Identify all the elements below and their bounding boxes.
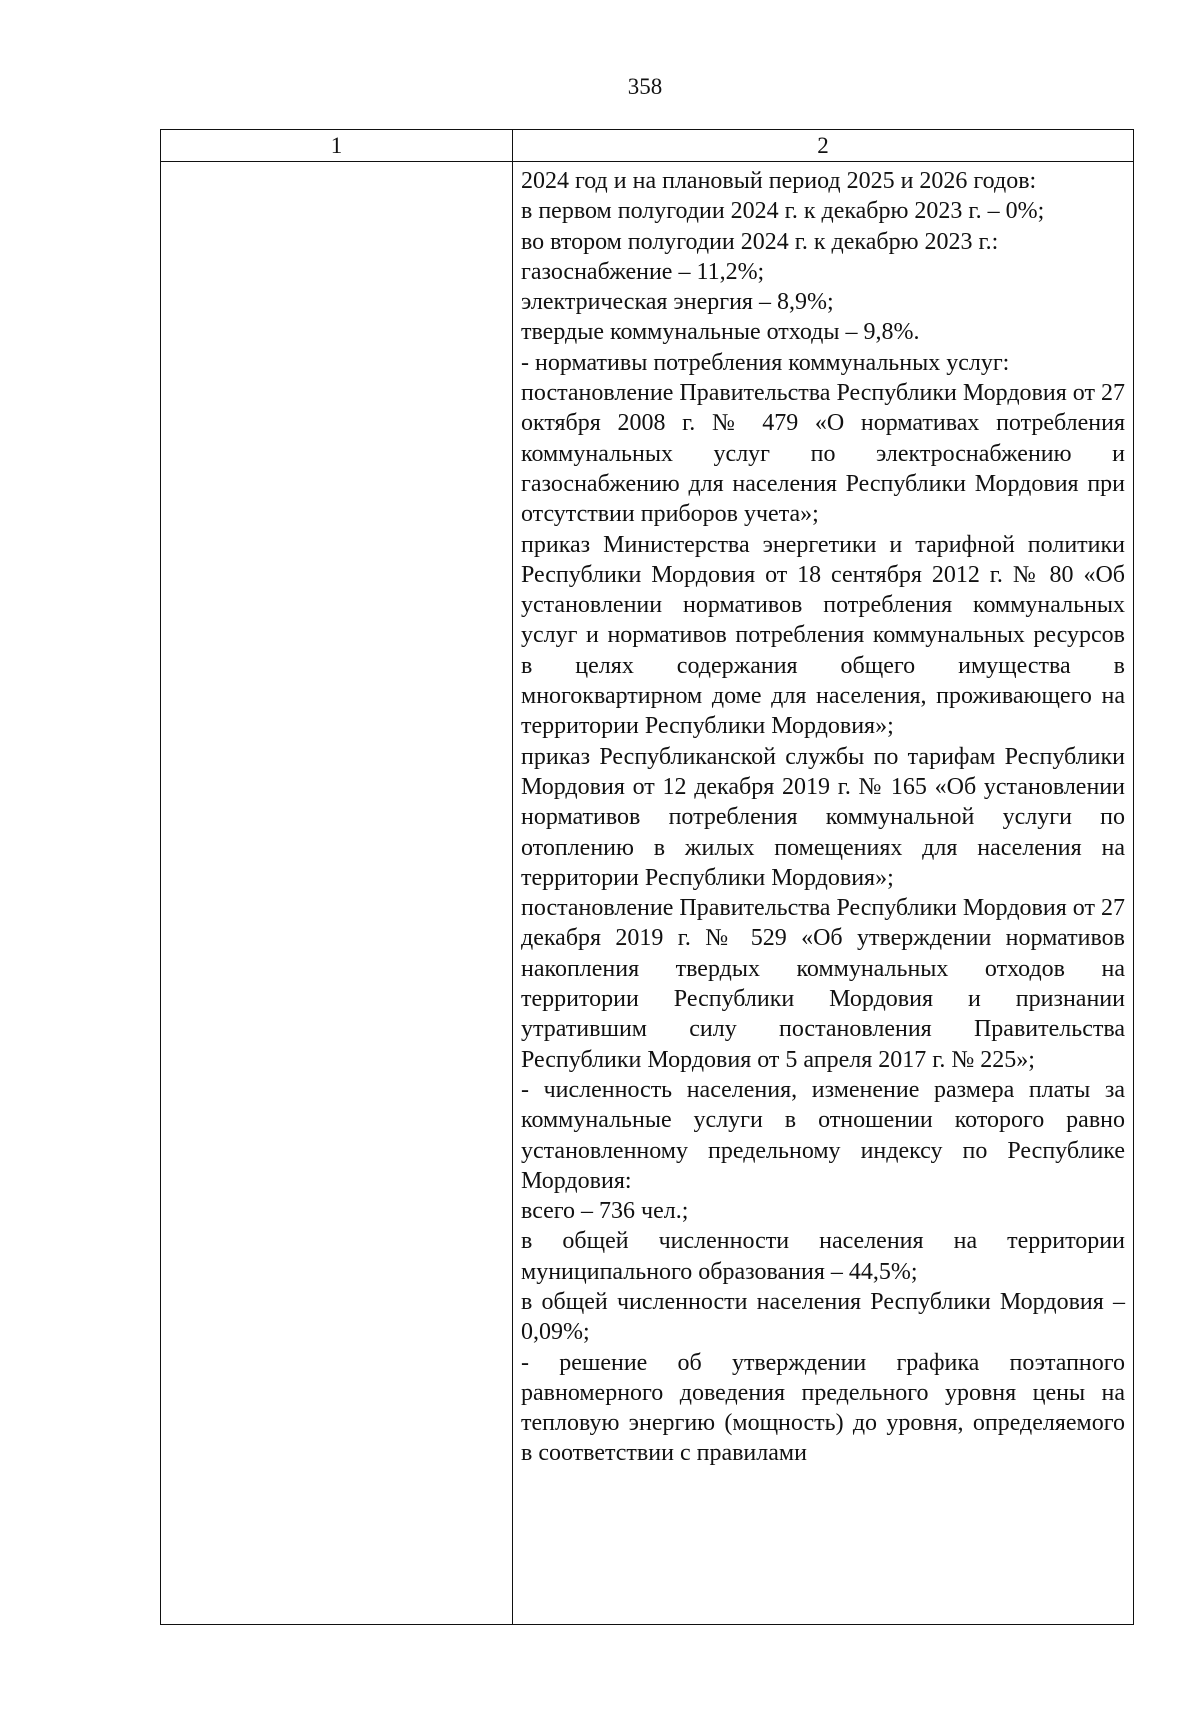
table-header-row bbox=[161, 130, 1134, 162]
paragraph: - решение об утверждении графика поэтапного равномерного доведения предельного уровня цены на тепловую энергию (мощность) до уровня, определяемого в соответствии с правилами bbox=[521, 1349, 1125, 1467]
paragraph: постановление Правительства Республики Мордовия от 27 декабря 2019 г. № 529 «Об утверждении нормативов накопления твердых коммунальных отходов на территории Республики Мордовия и признании утратившим силу постановления Правительства Республики Мордовия от 5 апреля 2017 г. № 225»; bbox=[521, 895, 1125, 1073]
paragraph: электрическая энергия – 8,9%; bbox=[521, 289, 834, 316]
paragraph: твердые коммунальные отходы – 9,8%. bbox=[521, 319, 920, 346]
paragraph: в общей численности населения на территории муниципального образования – 44,5%; bbox=[521, 1228, 1125, 1285]
page-number: 358 bbox=[627, 74, 663, 99]
paragraph: постановление Правительства Республики Мордовия от 27 октября 2008 г. № 479 «О нормативах потребления коммунальных услуг по электроснабжению и газоснабжению для населения Республики Мордовия при отсутствии приборов учета»; bbox=[521, 380, 1125, 528]
paragraph: газоснабжение – 11,2%; bbox=[521, 258, 765, 285]
table-cell-col1 bbox=[161, 162, 513, 1625]
paragraph: во втором полугодии 2024 г. к декабрю 2023 г.: bbox=[521, 228, 999, 255]
document-table bbox=[160, 129, 1134, 1625]
column-header-2: 2 bbox=[513, 130, 1134, 162]
table-cell-col2 bbox=[513, 162, 1134, 1625]
column-header-1: 1 bbox=[161, 130, 513, 162]
paragraph: приказ Министерства энергетики и тарифной политики Республики Мордовия от 18 сентября 2012 г. № 80 «Об установлении нормативов потребления коммунальных услуг и нормативов потребления коммунальных ресурсов в целях содержания общего имущества в многоквартирном доме для населения, проживающего на территории Республики Мордовия»; bbox=[521, 531, 1125, 740]
paragraph: 2024 год и на плановый период 2025 и 2026 годов: bbox=[521, 168, 1037, 194]
paragraph: - численность населения, изменение размера платы за коммунальные услуги в отношении которого равно установленному предельному индексу по Республике Мордовия: bbox=[521, 1076, 1125, 1194]
paragraph: - нормативы потребления коммунальных услуг: bbox=[521, 349, 1010, 376]
paragraph: приказ Республиканской службы по тарифам Республики Мордовия от 12 декабря 2019 г. № 165 «Об установлении нормативов потребления коммунальной услуги по отоплению в жилых помещениях для населения на территории Республики Мордовия»; bbox=[521, 743, 1125, 891]
paragraph: в общей численности населения Республики Мордовия – 0,09%; bbox=[521, 1288, 1125, 1346]
paragraph: всего – 736 чел.; bbox=[521, 1198, 689, 1225]
table-row bbox=[161, 162, 1134, 1625]
paragraph: в первом полугодии 2024 г. к декабрю 2023 г. – 0%; bbox=[521, 198, 1045, 225]
